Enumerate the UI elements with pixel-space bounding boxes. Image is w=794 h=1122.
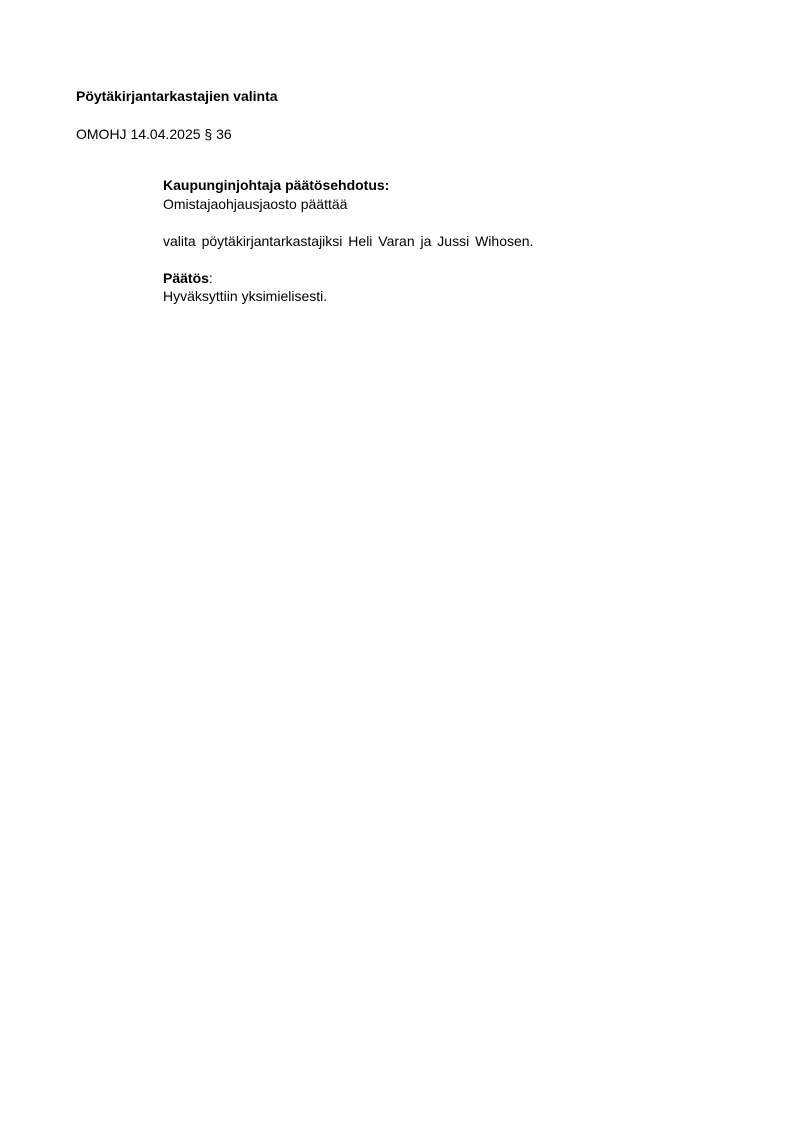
decision-text: Hyväksyttiin yksimielisesti. bbox=[163, 288, 328, 304]
proposal-text: valita pöytäkirjantarkastajiksi Heli Varan ja Jussi Wihosen. bbox=[163, 232, 534, 249]
decision-heading bbox=[163, 269, 723, 288]
document-reference: OMOHJ 14.04.2025 § 36 bbox=[76, 126, 232, 142]
proposal-intro: Omistajaohjausjaosto päättää bbox=[163, 195, 348, 212]
proposal-heading: Kaupunginjohtaja päätösehdotus: bbox=[163, 177, 390, 193]
decision-label: Päätös bbox=[163, 269, 209, 286]
document-title: Pöytäkirjantarkastajien valinta bbox=[76, 88, 278, 104]
document-body bbox=[163, 176, 723, 306]
decision-colon: : bbox=[208, 269, 213, 286]
